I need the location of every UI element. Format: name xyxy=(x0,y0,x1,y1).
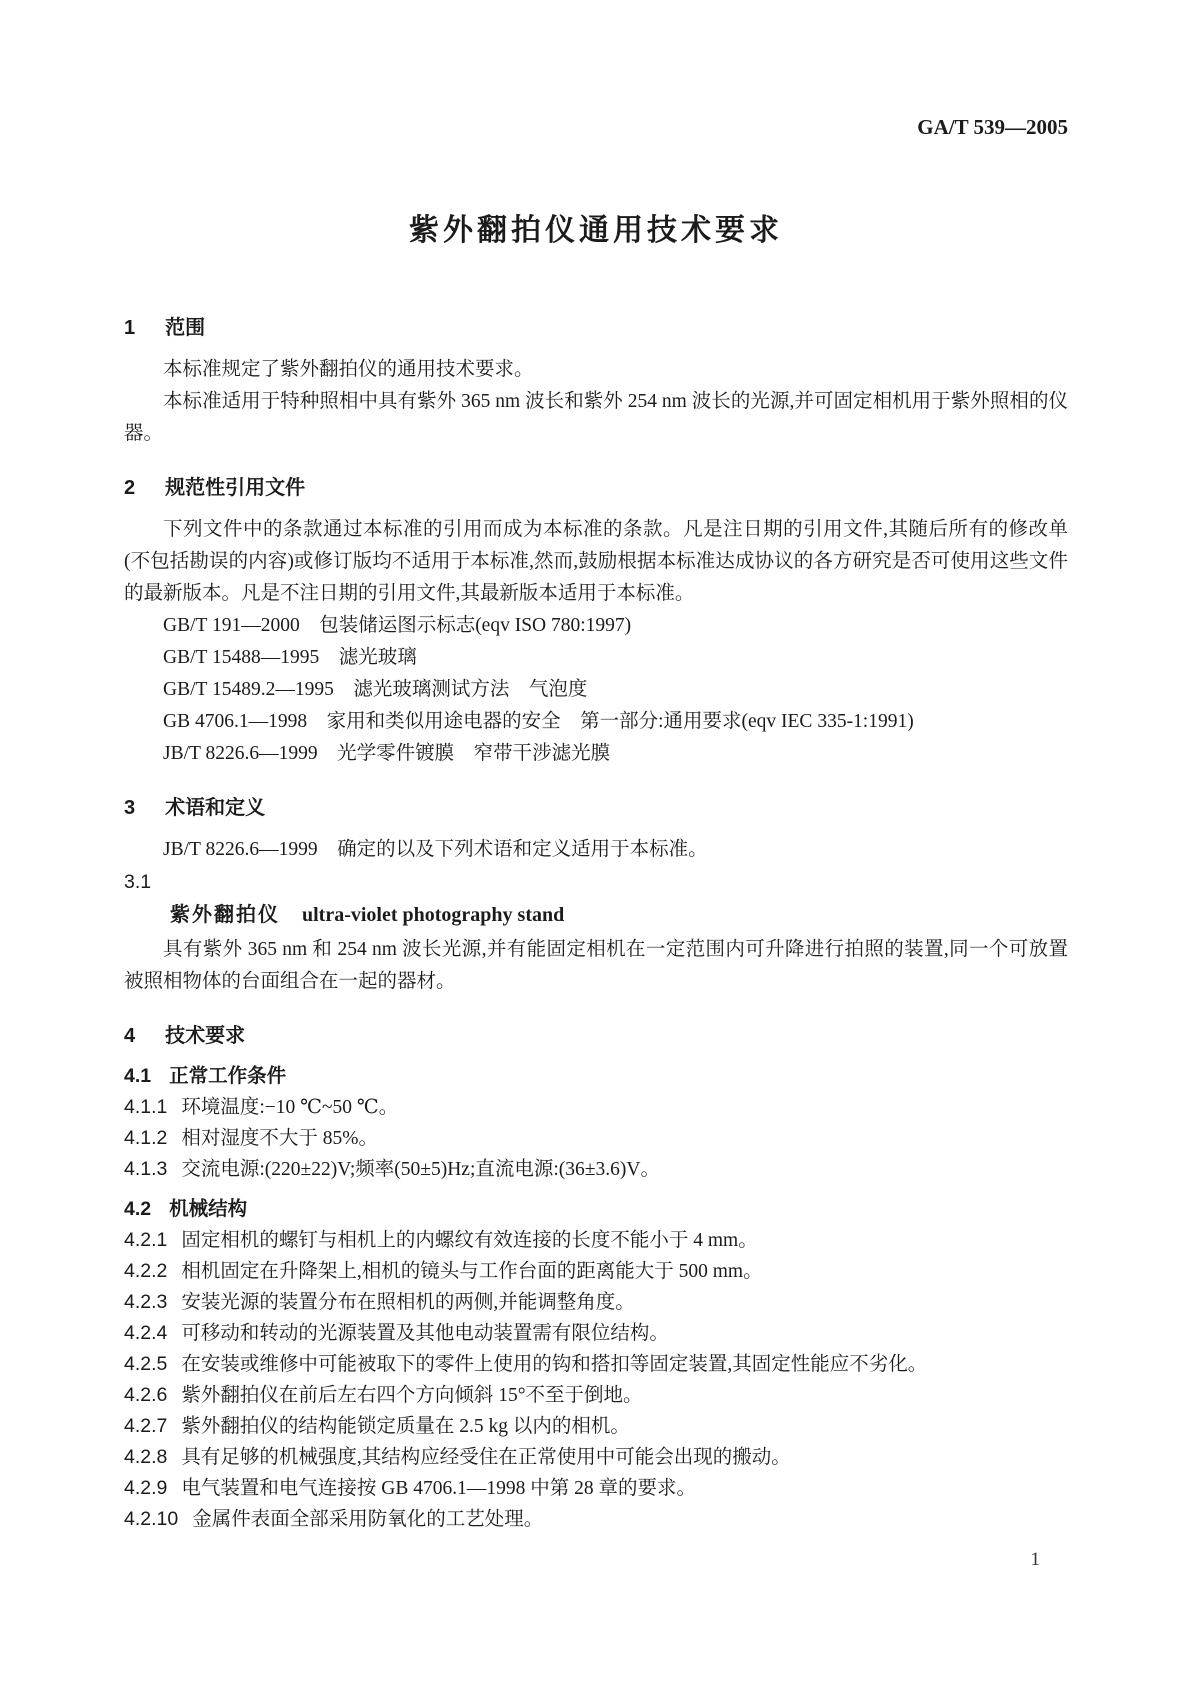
clause-number: 4.1.2 xyxy=(124,1127,168,1149)
clause-text: 相对湿度不大于 85%。 xyxy=(181,1128,378,1149)
section-title: 规范性引用文件 xyxy=(165,477,306,499)
term-english: ultra-violet photography stand xyxy=(302,904,565,926)
clause-number: 4.2.10 xyxy=(124,1508,179,1530)
subsection-title: 机械结构 xyxy=(169,1198,248,1220)
clause-number: 4.2.9 xyxy=(124,1477,168,1499)
term-definition-heading xyxy=(124,898,1068,934)
document-content xyxy=(124,0,1068,1571)
clause-number: 4.2.2 xyxy=(124,1260,168,1282)
clause-text: 金属件表面全部采用防氧化的工艺处理。 xyxy=(192,1509,544,1530)
clause-number: 4.2.6 xyxy=(124,1384,168,1406)
clause xyxy=(124,1287,1068,1318)
clause xyxy=(124,1092,1068,1123)
section-title: 术语和定义 xyxy=(165,797,266,819)
clause xyxy=(124,1473,1068,1504)
reference-item: GB/T 15489.2—1995 滤光玻璃测试方法 气泡度 xyxy=(163,679,588,700)
subsection-heading xyxy=(124,1195,1068,1223)
reference-item: GB/T 15488—1995 滤光玻璃 xyxy=(163,647,417,668)
clause-number: 4.2.8 xyxy=(124,1446,168,1468)
clause-number: 4.2.5 xyxy=(124,1353,168,1375)
reference-item: JB/T 8226.6—1999 光学零件镀膜 窄带干涉滤光膜 xyxy=(163,743,611,764)
paragraph: 下列文件中的条款通过本标准的引用而成为本标准的条款。凡是注日期的引用文件,其随后所有的修改单(不包括勘误的内容)或修订版均不适用于本标准,然而,鼓励根据本标准达成协议的各方研究是否可使用这些文件的最新版本。凡是不注日期的引用文件,其最新版本适用于本标准。 xyxy=(124,519,1068,604)
clause-text: 具有足够的机械强度,其结构应经受住在正常使用中可能会出现的搬动。 xyxy=(181,1447,791,1468)
reference-item: GB/T 191—2000 包装储运图示标志(eqv ISO 780:1997) xyxy=(163,615,632,636)
section-title: 范围 xyxy=(165,317,206,339)
clause-number: 4.2.7 xyxy=(124,1415,168,1437)
section-number: 4 xyxy=(124,1025,136,1047)
standard-code: GA/T 539—2005 xyxy=(917,115,1068,139)
section-number: 3 xyxy=(124,797,136,819)
reference-item: GB 4706.1—1998 家用和类似用途电器的安全 第一部分:通用要求(eqv IEC 335-1:1991) xyxy=(163,711,914,732)
clause-number: 4.2.4 xyxy=(124,1322,168,1344)
term-number: 3.1 xyxy=(124,871,152,893)
clause-text: 紫外翻拍仪的结构能锁定质量在 2.5 kg 以内的相机。 xyxy=(181,1416,630,1437)
section-heading xyxy=(124,314,1068,342)
clause xyxy=(124,1256,1068,1287)
clause-number: 4.2.3 xyxy=(124,1291,168,1313)
clause xyxy=(124,1154,1068,1185)
subsection-title: 正常工作条件 xyxy=(169,1065,287,1087)
clause-text: 电气装置和电气连接按 GB 4706.1—1998 中第 28 章的要求。 xyxy=(181,1478,696,1499)
clause xyxy=(124,1411,1068,1442)
clause xyxy=(124,1318,1068,1349)
page-number: 1 xyxy=(1030,1549,1040,1570)
section-number: 1 xyxy=(124,317,136,339)
clause xyxy=(124,1225,1068,1256)
term-chinese: 紫外翻拍仪 xyxy=(170,904,280,926)
paragraph: 本标准规定了紫外翻拍仪的通用技术要求。 xyxy=(163,359,534,380)
clause-text: 固定相机的螺钉与相机上的内螺纹有效连接的长度不能小于 4 mm。 xyxy=(181,1230,758,1251)
paragraph: 具有紫外 365 nm 和 254 nm 波长光源,并有能固定相机在一定范围内可升降进行拍照的装置,同一个可放置被照相物体的台面组合在一起的器材。 xyxy=(124,939,1068,992)
clause-text: 环境温度:−10 ℃~50 ℃。 xyxy=(181,1097,399,1118)
paragraph: JB/T 8226.6—1999 确定的以及下列术语和定义适用于本标准。 xyxy=(163,839,708,860)
section-heading xyxy=(124,1022,1068,1050)
section-heading xyxy=(124,474,1068,502)
clause-text: 在安装或维修中可能被取下的零件上使用的钩和搭扣等固定装置,其固定性能应不劣化。 xyxy=(181,1354,928,1375)
section-title: 技术要求 xyxy=(165,1025,246,1047)
clause xyxy=(124,1442,1068,1473)
clause-number: 4.1.3 xyxy=(124,1158,168,1180)
clause xyxy=(124,1504,1068,1535)
paragraph: 本标准适用于特种照相中具有紫外 365 nm 波长和紫外 254 nm 波长的光源,并可固定相机用于紫外照相的仪器。 xyxy=(124,391,1068,444)
clause xyxy=(124,1380,1068,1411)
subsection-number: 4.2 xyxy=(124,1198,152,1220)
clause-text: 可移动和转动的光源装置及其他电动装置需有限位结构。 xyxy=(181,1323,669,1344)
clause xyxy=(124,1123,1068,1154)
clause-number: 4.2.1 xyxy=(124,1229,168,1251)
section-number: 2 xyxy=(124,477,136,499)
clause-text: 安装光源的装置分布在照相机的两侧,并能调整角度。 xyxy=(181,1292,635,1313)
subsection-number: 4.1 xyxy=(124,1065,152,1087)
clause-text: 相机固定在升降架上,相机的镜头与工作台面的距离能大于 500 mm。 xyxy=(181,1261,763,1282)
subsection-heading xyxy=(124,1062,1068,1090)
section-heading xyxy=(124,794,1068,822)
clause xyxy=(124,1349,1068,1380)
clause-text: 紫外翻拍仪在前后左右四个方向倾斜 15°不至于倒地。 xyxy=(181,1385,643,1406)
document-title: 紫外翻拍仪通用技术要求 xyxy=(409,214,783,247)
clause-number: 4.1.1 xyxy=(124,1096,168,1118)
clause-text: 交流电源:(220±22)V;频率(50±5)Hz;直流电源:(36±3.6)V。 xyxy=(181,1159,660,1180)
